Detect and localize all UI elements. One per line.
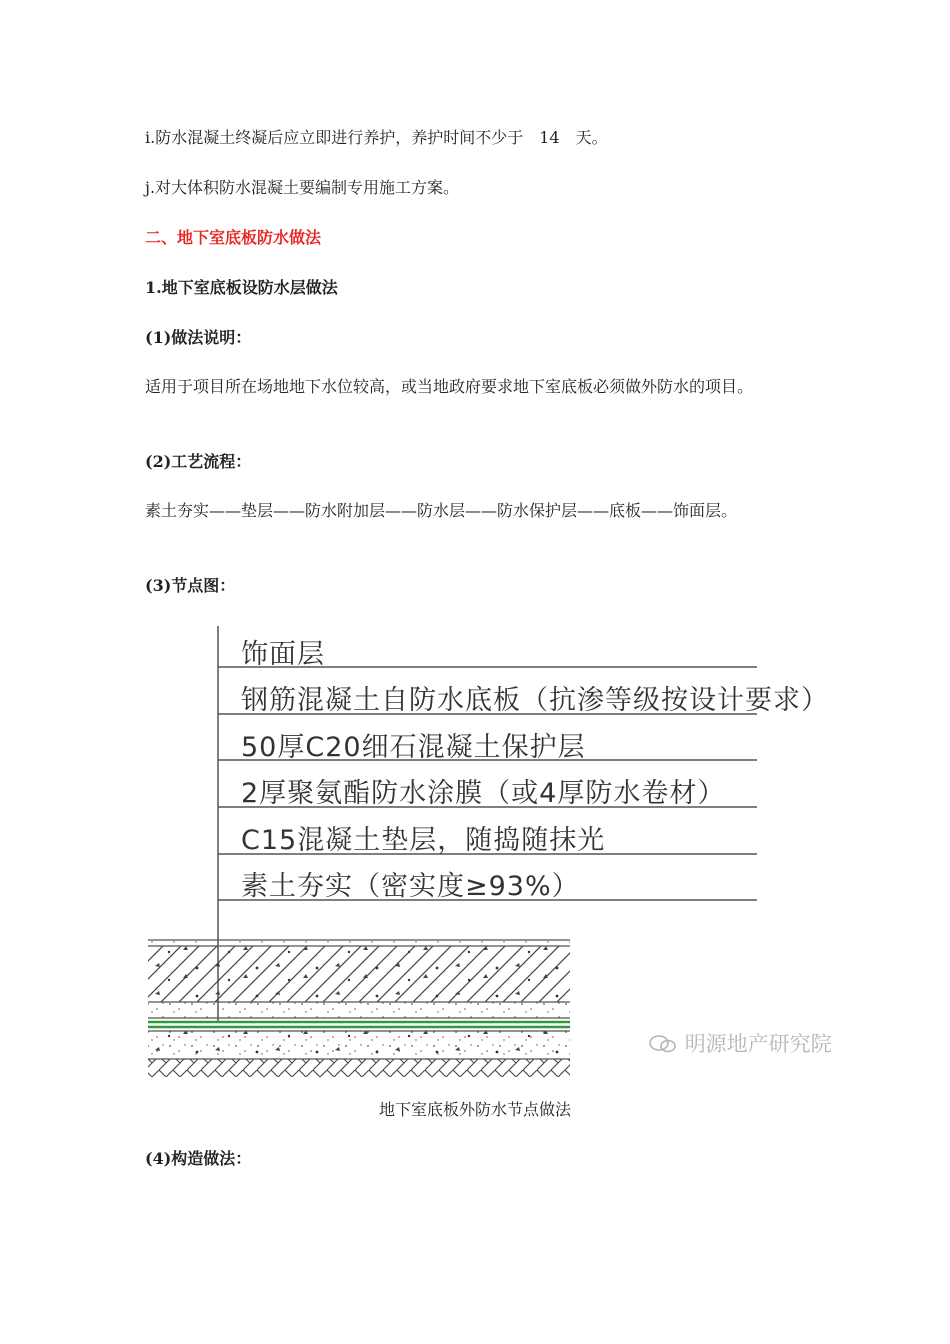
floor-slab-node-diagram	[145, 622, 885, 1082]
method-description-text: 适用于项目所在场地地下水位较高，或当地政府要求地下室底板必须做外防水的项目。	[145, 377, 754, 396]
wechat-icon	[648, 1034, 678, 1054]
layer-label-waterproofing: 2厚聚氨酯防水涂膜（或4厚防水卷材）	[241, 778, 726, 809]
construction-method-heading: (4)构造做法：	[145, 1149, 252, 1168]
layer-label-soil: 素土夯实（密实度≥93%）	[241, 871, 580, 902]
item-j-text: j.对大体积防水混凝土要编制专用施工方案。	[145, 178, 460, 197]
section-layers	[148, 940, 570, 1077]
watermark-text: 明源地产研究院	[684, 1032, 832, 1056]
subsection-1-heading: 1.地下室底板设防水层做法	[145, 278, 338, 297]
node-diagram-heading: (3)节点图：	[145, 576, 236, 595]
layer-label-finish: 饰面层	[241, 639, 325, 670]
layer-label-protective: 50厚C20细石混凝土保护层	[241, 732, 586, 763]
layer-label-cushion: C15混凝土垫层，随捣随抹光	[241, 825, 606, 856]
item-i-text: i.防水混凝土终凝后应立即进行养护，养护时间不少于 14 天。	[145, 128, 608, 147]
process-flow-heading: (2)工艺流程：	[145, 452, 252, 471]
layer-label-base-slab: 钢筋混凝土自防水底板（抗渗等级按设计要求）	[241, 685, 829, 716]
process-flow-text: 素土夯实——垫层——防水附加层——防水层——防水保护层——底板——饰面层。	[145, 501, 738, 520]
watermark	[648, 1028, 832, 1058]
section-2-heading: 二、地下室底板防水做法	[145, 228, 322, 247]
figure-caption: 地下室底板外防水节点做法	[378, 1100, 571, 1119]
method-description-heading: (1)做法说明：	[145, 328, 252, 347]
